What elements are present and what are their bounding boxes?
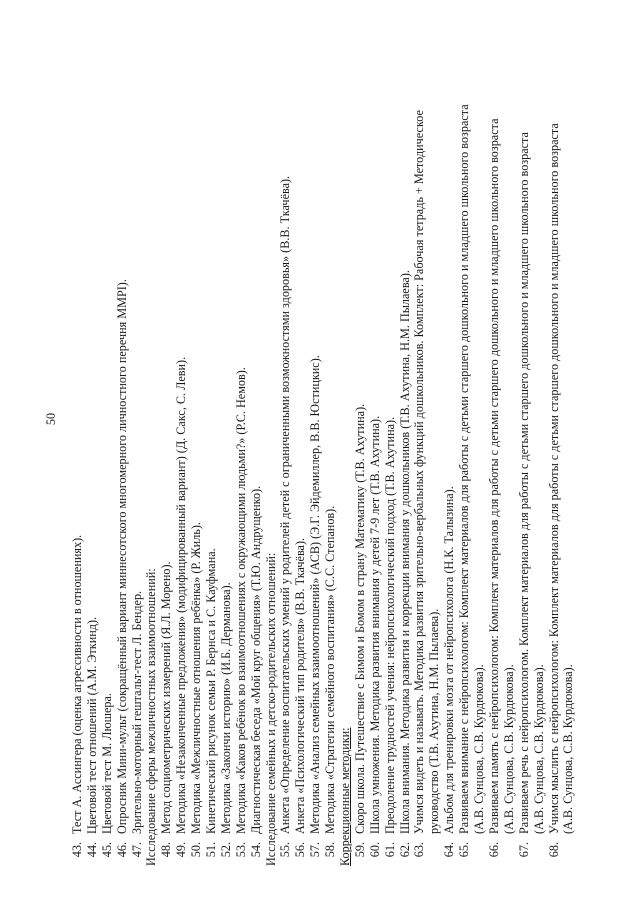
page-number: 50 [44, 412, 58, 426]
list-item [159, 36, 174, 866]
list-item-number: 54. [248, 842, 263, 858]
list-item-number: 59. [352, 842, 367, 858]
list-item-text: Развиваем внимание с нейропсихологом: Комплект материалов для работы с детьми старшего дошкольного и младшего школьного возраста [457, 104, 472, 834]
list-item [189, 36, 204, 866]
list-item [398, 36, 413, 866]
list-item-text: Альбом для тренировки мозга от нейропсихолога (Н.К. Талызина). [442, 486, 457, 834]
list-item-text: Кинетический рисунок семьи Р. Бернса и С. Кауфмана. [204, 548, 219, 834]
list-item-number: 49. [174, 842, 189, 858]
section-heading: Исследование семейных и детско-родительских отношений: [263, 552, 278, 866]
list-item-text: Методика «Каков ребёнок во взаимоотношениях с окружающими людьми?» (Р.С. Немов). [233, 367, 248, 834]
list-item [100, 36, 115, 866]
list-item-text: Анкета «Определение воспитательских умений у родителей детей с ограниченными возможностями здоровья» (В.В. Ткачёва). [278, 175, 293, 834]
list-item-number: 46. [114, 842, 129, 858]
list-item-text: Методика «Межличностные отношения ребёнка» (Р. Жиль). [189, 522, 204, 834]
section-heading: Коррекционные методики: [338, 727, 353, 866]
list-item-number: 48. [159, 842, 174, 858]
list-item-text: Скоро школа. Путешествие с Бимом и Бомом в страну Математику (Т.В. Ахутина). [352, 403, 367, 834]
list-item-number: 50. [189, 842, 204, 858]
list-item-text: Методика «Закончи историю» (И.Б. Дерманова). [218, 582, 233, 834]
list-item-continuation [532, 36, 547, 866]
list-item-text: Преодоление трудностей учения: нейропсихологический подход (Т.В. Ахутина). [382, 416, 397, 834]
list-item [442, 36, 457, 866]
list-item-text-continued: руководство (Т.В. Ахутина, Н.М. Пылаева). [427, 608, 442, 834]
list-item-number: 44. [84, 842, 99, 858]
list-item-text: Развиваем память с нейропсихологом: Комплект материалов для работы с детьми старшего дошкольного и младшего школьного возраста [486, 118, 501, 834]
list-item-text: Цветовой тест отношений (А.М. Эткинд). [84, 616, 99, 834]
list-item-number: 53. [233, 842, 248, 858]
list-item-continuation [472, 36, 487, 866]
methods-list [70, 36, 576, 866]
list-item-number: 65. [457, 842, 472, 858]
list-item-text: Тест А. Ассингера (оценка агрессивности в отношениях). [70, 534, 84, 834]
list-item [70, 36, 85, 866]
list-item-number: 47. [129, 842, 144, 858]
list-item [278, 36, 293, 866]
list-item-text: Методика «Стратегии семейного воспитания» (С.С. Степанов). [323, 505, 338, 834]
list-item-text: Школа умножения. Методика развития внимания у детей 7-9 лет (Т.В. Ахутина). [367, 415, 382, 834]
list-item-text: Школа внимания. Методика развития и коррекции внимания у дошкольников (Т.В. Ахутина, Н.М. Пылаева). [397, 270, 412, 834]
list-item [130, 36, 145, 866]
list-item [249, 36, 264, 866]
list-item-number: 57. [308, 842, 323, 858]
list-item [323, 36, 338, 866]
list-item-number: 68. [546, 842, 561, 858]
list-item-text: Учимся мыслить с нейропсихологом: Комплект материалов для работы с детьми старшего дошкольного и младшего школьного возраста [546, 123, 561, 834]
list-item-number: 62. [397, 842, 412, 858]
list-item [383, 36, 398, 866]
list-item-continuation [561, 36, 576, 866]
list-item [85, 36, 100, 866]
list-item-number: 61. [382, 842, 397, 858]
list-item [219, 36, 234, 866]
list-item [547, 36, 562, 866]
list-item [115, 36, 130, 866]
list-item-text-continued: (А.В. Сунцова, С.В. Курдюкова). [472, 664, 487, 834]
list-item-number: 55. [278, 842, 293, 858]
section-heading: Исследование сферы межличностных взаимоотношений: [144, 568, 159, 866]
list-item [293, 36, 308, 866]
list-item-number: 63. [412, 842, 427, 858]
list-item-text: Учимся видеть и называть. Методика развития зрительно-вербальных функций дошкольников. Комплект: Рабочая тетрадь + Методическое [412, 110, 427, 834]
list-item [234, 36, 249, 866]
list-item-number: 66. [486, 842, 501, 858]
list-item-text-continued: (А.В. Сунцова, С.В. Курдюкова). [531, 664, 546, 834]
list-item-text: Диагностическая беседа «Мой круг общения» (Т.Ю. Андрущенко). [248, 485, 263, 834]
list-item [308, 36, 323, 866]
list-item-number: 56. [293, 842, 308, 858]
list-item-number: 64. [442, 842, 457, 858]
list-item-number: 58. [323, 842, 338, 858]
list-item-continuation [427, 36, 442, 866]
list-item-text: Цветовой тест М. Люшера. [99, 693, 114, 834]
list-item-text-continued: (А.В. Сунцова, С.В. Курдюкова). [501, 664, 516, 834]
list-item [457, 36, 472, 866]
list-item-text: Опросник Мини-мульт (сокращённый вариант миннесотского многомерного личностного перечня MMPI). [114, 279, 129, 834]
list-item-number: 60. [367, 842, 382, 858]
list-item [487, 36, 502, 866]
list-item [174, 36, 189, 866]
list-item-text: Анкета «Психологический тип родителя» (В.В. Ткачёва). [293, 537, 308, 834]
list-item-number: 67. [516, 842, 531, 858]
list-item-text: Методика «Анализ семейных взаимоотношений» (АСВ) (Э.Г. Эйдемиллер, В.В. Юстицкис). [308, 355, 323, 834]
list-item [368, 36, 383, 866]
list-item-text: Методика «Незаконченные предложения» (модифицированный вариант) (Д. Сакс, С. Леви). [174, 356, 189, 834]
list-item [517, 36, 532, 866]
list-item-text: Метод социометрических измерений (Я.Л. Морено). [159, 561, 174, 834]
list-item [412, 36, 427, 866]
list-item-number: 51. [204, 842, 219, 858]
list-item-continuation [502, 36, 517, 866]
list-item-number: 52. [218, 842, 233, 858]
list-item [353, 36, 368, 866]
list-item-number: 45. [99, 842, 114, 858]
list-item-text-continued: (А.В. Сунцова, С.В. Курдюкова). [561, 664, 576, 834]
list-item-number: 43. [70, 842, 84, 858]
list-item [204, 36, 219, 866]
list-item-text: Зрительно-моторный гештальт-тест Л. Бендер. [129, 590, 144, 834]
list-item-text: Развиваем речь с нейропсихологом. Комплект материалов для работы с детьми старшего дошкольного и младшего школьного возраста [516, 132, 531, 834]
